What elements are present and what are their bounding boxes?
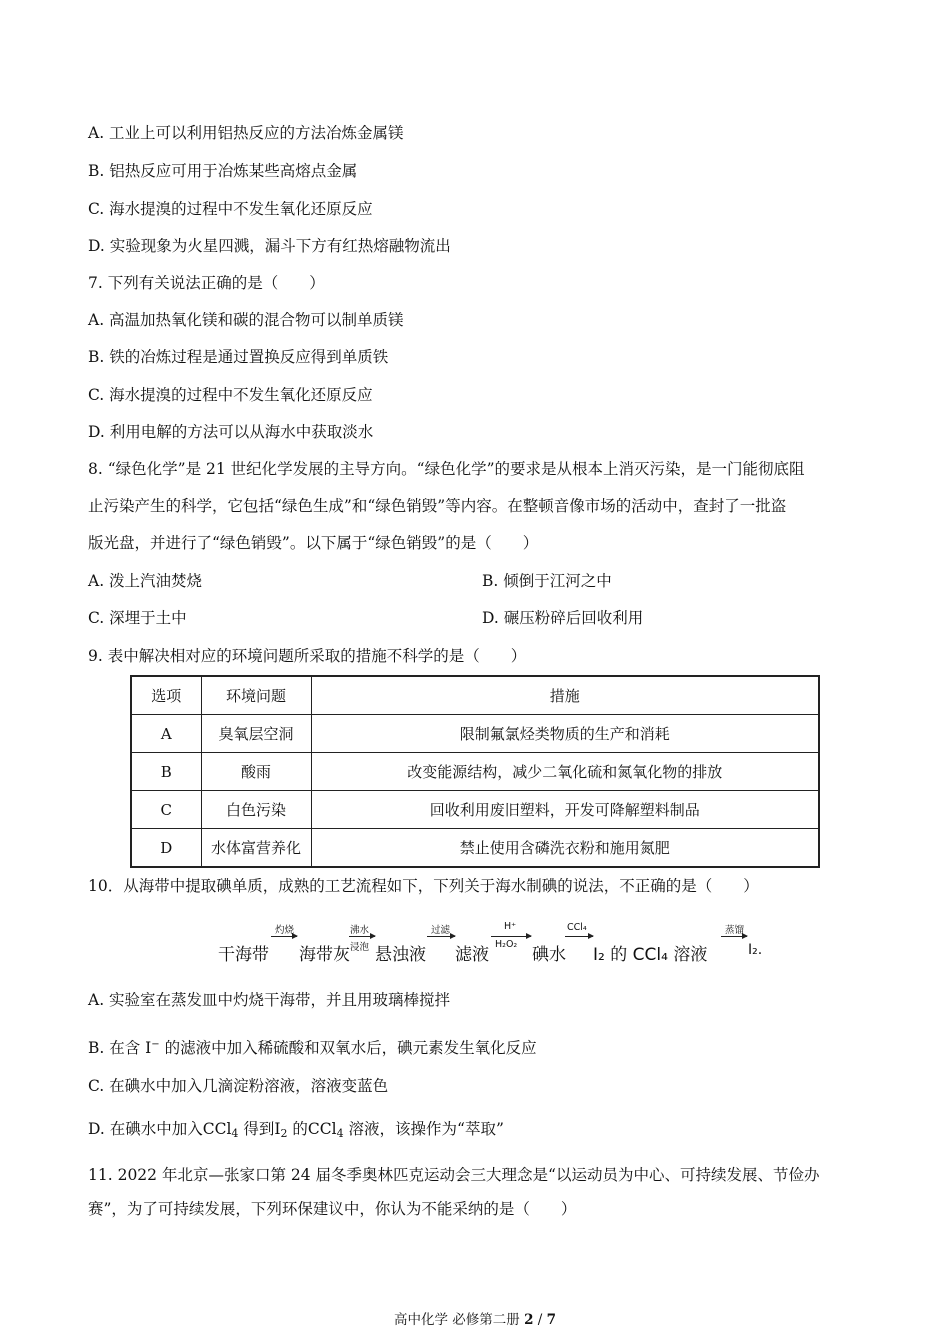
q10-d-formula-ccl: CCl [202, 1120, 232, 1138]
cell-measure: 回收利用废旧塑料，开发可降解塑料制品 [311, 791, 819, 829]
q10-option-d [88, 1119, 504, 1144]
cell-option: A [131, 715, 201, 753]
header-problem: 环境问题 [201, 676, 311, 715]
q10-d-formula-ccl-2: CCl [307, 1120, 337, 1138]
flow-cond-boiling-water: 沸水 [350, 925, 370, 936]
q7-option-c: C. 海水提溴的过程中不发生氧化还原反应 [88, 386, 373, 404]
table-row [131, 791, 819, 829]
header-measure: 措施 [311, 676, 819, 715]
flow-arrow [349, 936, 375, 937]
cell-measure: 禁止使用含磷洗衣粉和施用氮肥 [311, 829, 819, 868]
q7-option-b: B. 铁的冶炼过程是通过置换反应得到单质铁 [88, 348, 389, 366]
q8-stem-line-3: 版光盘，并进行了“绿色销毁”。以下属于“绿色销毁”的是（ ） [88, 534, 539, 552]
q10-d-text-3: 的 [287, 1120, 308, 1138]
flow-stage-dry-kelp: 干海带 [218, 945, 269, 965]
cell-measure: 限制氟氯烃类物质的生产和消耗 [311, 715, 819, 753]
footer-separator: / [533, 1312, 547, 1328]
flow-cond-h-plus: H⁺ [504, 921, 517, 932]
flow-stage-suspension: 悬浊液 [375, 945, 426, 965]
table-header-row [131, 676, 819, 715]
q10-d-text-4: 溶液，该操作为“萃取” [343, 1120, 504, 1138]
q7-option-d: D. 利用电解的方法可以从海水中获取淡水 [88, 423, 374, 441]
cell-problem: 臭氧层空洞 [201, 715, 311, 753]
header-option: 选项 [131, 676, 201, 715]
cell-problem: 白色污染 [201, 791, 311, 829]
flow-arrow [565, 936, 593, 937]
flow-stage-iodine-ccl4-solution: I₂ 的 CCl₄ 溶液 [593, 945, 708, 965]
q10-d-formula-i: I [274, 1120, 281, 1138]
flow-stage-iodine: I₂. [748, 942, 763, 958]
q10-d-sub-4: 4 [231, 1127, 239, 1140]
cell-option: C [131, 791, 201, 829]
q8-option-c: C. 深埋于土中 [88, 609, 187, 627]
flow-arrow [427, 936, 455, 937]
flow-cond-filter: 过滤 [431, 925, 451, 936]
q11-stem-line-2: 赛”，为了可持续发展，下列环保建议中，你认为不能采纳的是（ ） [88, 1200, 577, 1218]
q10-b-superscript: − [151, 1039, 160, 1050]
table-row [131, 829, 819, 868]
flow-stage-iodine-water: 碘水 [532, 945, 566, 965]
q10-option-a: A. 实验室在蒸发皿中灼烧干海带，并且用玻璃棒搅拌 [88, 991, 451, 1009]
cell-option: D [131, 829, 201, 868]
flow-arrow [491, 936, 531, 937]
flow-cond-h2o2: H₂O₂ [495, 939, 518, 950]
flow-cond-soak: 浸泡 [350, 942, 370, 953]
q10-option-c: C. 在碘水中加入几滴淀粉溶液，溶液变蓝色 [88, 1077, 389, 1095]
q7-stem: 7. 下列有关说法正确的是（ ） [88, 274, 325, 292]
q6-option-b: B. 铝热反应可用于冶炼某些高熔点金属 [88, 162, 358, 180]
flow-stage-kelp-ash: 海带灰 [299, 945, 350, 965]
q9-stem: 9. 表中解决相对应的环境问题所采取的措施不科学的是（ ） [88, 647, 527, 665]
q8-option-b: B. 倾倒于江河之中 [482, 572, 612, 590]
q11-stem-line-1: 11. 2022 年北京—张家口第 24 届冬季奥林匹克运动会三大理念是“以运动员为中心、可持续发展、节俭办 [88, 1166, 820, 1184]
table-row [131, 753, 819, 791]
q8-stem-line-2: 止污染产生的科学，它包括“绿色生成”和“绿色销毁”等内容。在整顿音像市场的活动中，查封了一批盗 [88, 497, 787, 515]
page-footer [0, 1308, 950, 1328]
q7-option-a: A. 高温加热氧化镁和碳的混合物可以制单质镁 [88, 311, 404, 329]
q10-d-text-2: 得到 [238, 1120, 275, 1138]
cell-problem: 水体富营养化 [201, 829, 311, 868]
flow-cond-burn: 灼烧 [275, 925, 295, 936]
q6-option-d: D. 实验现象为火星四溅，漏斗下方有红热熔融物流出 [88, 237, 451, 255]
footer-total-pages: 7 [546, 1312, 557, 1328]
q10-d-sub-4b: 4 [336, 1127, 344, 1140]
q10-b-text-2: 的滤液中加入稀硫酸和双氧水后，碘元素发生氧化反应 [159, 1039, 537, 1057]
flow-arrow [721, 936, 747, 937]
cell-option: B [131, 753, 201, 791]
flow-cond-distill: 蒸馏 [725, 925, 745, 936]
q10-b-text-1: B. 在含 I [88, 1039, 152, 1057]
footer-page-number: 2 [524, 1312, 534, 1328]
q10-d-text-1: D. 在碘水中加入 [88, 1120, 203, 1138]
q8-option-a: A. 泼上汽油焚烧 [88, 572, 203, 590]
flow-stage-filtrate: 滤液 [455, 945, 489, 965]
q9-table [130, 675, 820, 868]
q6-option-a: A. 工业上可以利用铝热反应的方法冶炼金属镁 [88, 124, 404, 142]
q6-option-c: C. 海水提溴的过程中不发生氧化还原反应 [88, 200, 373, 218]
q10-option-b [88, 1035, 537, 1058]
q8-stem-line-1: 8. “绿色化学”是 21 世纪化学发展的主导方向。“绿色化学”的要求是从根本上消灭污染，是一门能彻底阻 [88, 460, 805, 478]
flow-cond-ccl4: CCl₄ [567, 922, 587, 933]
iodine-process-flow [215, 920, 763, 972]
q10-stem: 10．从海带中提取碘单质，成熟的工艺流程如下，下列关于海水制碘的说法，不正确的是（ ） [88, 877, 759, 895]
table-row [131, 715, 819, 753]
cell-measure: 改变能源结构，减少二氧化硫和氮氧化物的排放 [311, 753, 819, 791]
q10-d-sub-2: 2 [280, 1127, 288, 1140]
cell-problem: 酸雨 [201, 753, 311, 791]
footer-text: 高中化学 必修第二册 [393, 1312, 525, 1328]
q8-option-d: D. 碾压粉碎后回收利用 [482, 609, 644, 627]
flow-arrow [271, 936, 297, 937]
